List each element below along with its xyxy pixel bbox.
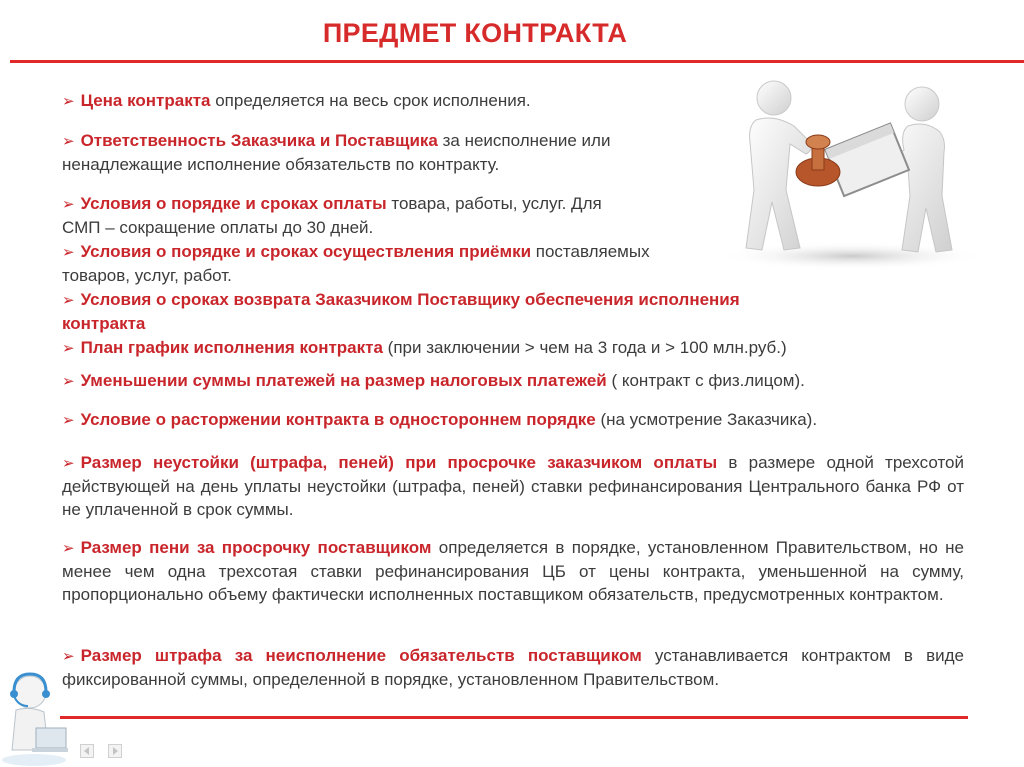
- list-item: ➢ Размер пени за просрочку поставщиком определяется в порядке, установленном Правительством, но не менее чем одна трехсотая ставки рефинансирования ЦБ от цены контракта, уменьшенной на сумму, пропорционально объему фактически исполненных поставщиком обязательств, предусмотренных контрактом.: [62, 538, 965, 604]
- next-slide-icon[interactable]: [108, 744, 122, 758]
- list-item: ➢ Размер неустойки (штрафа, пеней) при просрочке заказчиком оплаты в размере одной трехсотой действующей на день уплаты неустойки (штрафа, пеней) ставки рефинансирования Центрального банка РФ от не уплаченной в срок суммы.: [62, 453, 964, 519]
- bullet-arrow-icon: ➢: [62, 540, 75, 557]
- slide-title: ПРЕДМЕТ КОНТРАКТА: [322, 18, 628, 48]
- list-item: ➢ Уменьшении суммы платежей на размер налоговых платежей ( контракт с физ.лицом).: [62, 371, 805, 390]
- headset-person-icon: [0, 670, 70, 767]
- bullet-arrow-icon: ➢: [62, 648, 75, 665]
- list-item: ➢ Условия о сроках возврата Заказчиком Поставщику обеспечения исполнения контракта: [62, 290, 740, 333]
- list-item: ➢ Условия о порядке и сроках оплаты товара, работы, услуг. Для СМП – сокращение оплаты до 30 дней.: [62, 194, 602, 237]
- prev-slide-icon[interactable]: [80, 744, 94, 758]
- bullet-arrow-icon: ➢: [62, 373, 75, 390]
- list-item: ➢ Ответственность Заказчика и Поставщика за неисполнение или ненадлежащие исполнение обязательств по контракту.: [62, 131, 611, 174]
- list-item: ➢ Условие о расторжении контракта в одностороннем порядке (на усмотрение Заказчика).: [62, 410, 818, 429]
- bullet-arrow-icon: ➢: [62, 93, 75, 110]
- bullet-arrow-icon: ➢: [62, 196, 75, 213]
- list-item: ➢ Условия о порядке и сроках осуществления приёмки поставляемых товаров, услуг, работ.: [62, 242, 650, 285]
- bullet-arrow-icon: ➢: [62, 455, 75, 472]
- footer-rule: [60, 716, 968, 719]
- bullet-arrow-icon: ➢: [62, 244, 75, 261]
- list-item: ➢ Цена контракта определяется на весь срок исполнения.: [62, 91, 531, 110]
- list-item: ➢ Размер штрафа за неисполнение обязательств поставщиком устанавливается контрактом в виде фиксированной суммы, определенной в порядке, установленном Правительством.: [62, 646, 964, 689]
- bullet-arrow-icon: ➢: [62, 292, 75, 309]
- list-item: ➢ План график исполнения контракта (при заключении > чем на 3 года и > 100 млн.руб.): [62, 338, 787, 357]
- bullet-arrow-icon: ➢: [62, 340, 75, 357]
- bullet-arrow-icon: ➢: [62, 412, 75, 429]
- people-stamp-illustration: [714, 70, 990, 270]
- bullet-arrow-icon: ➢: [62, 133, 75, 150]
- title-underline: [10, 60, 1024, 63]
